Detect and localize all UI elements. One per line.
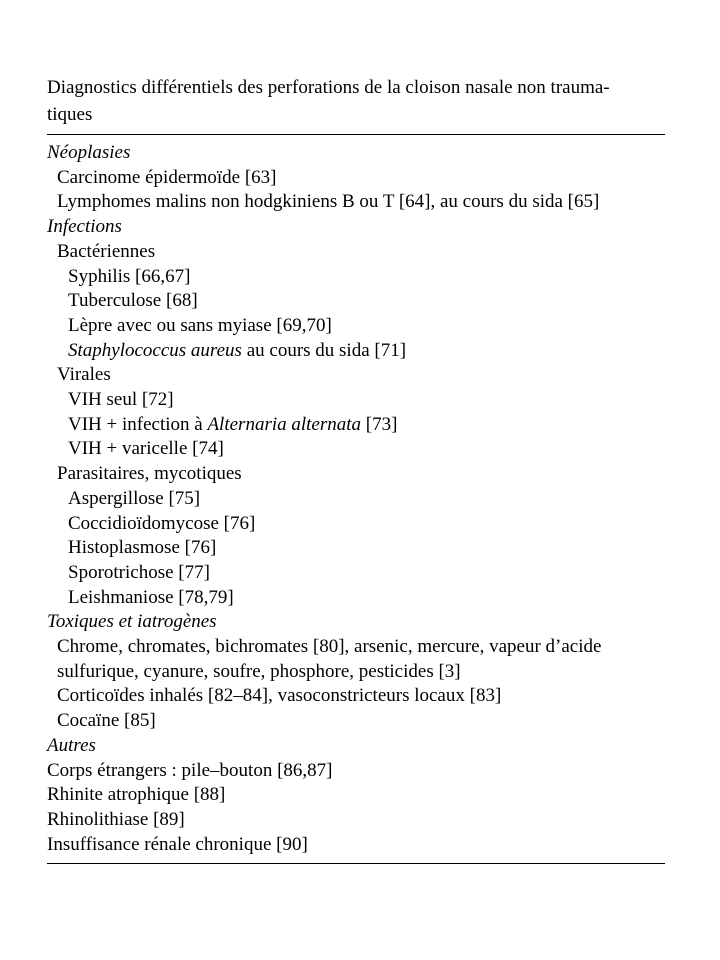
subsection-virales: Virales (57, 364, 111, 386)
list-item-staphylococcus (47, 339, 665, 364)
list-item: Corps étrangers : pile–bouton [86,87] (47, 759, 333, 781)
list-item: VIH seul [72] (68, 389, 174, 411)
list-item: Tuberculose [68] (68, 290, 198, 312)
list-item: Leishmaniose [78,79] (68, 586, 234, 608)
species-name: Staphylococcus aureus (68, 339, 242, 361)
subsection-parasitaires: Parasitaires, mycotiques (57, 463, 242, 485)
list-item: Chrome, chromates, bichromates [80], arsenic, mercure, vapeur d’acide (57, 636, 602, 658)
species-name: Alternaria alternata (207, 413, 362, 435)
list-item: Histoplasmose [76] (68, 537, 217, 559)
list-item-alternaria (47, 413, 665, 438)
list-item: Cocaïne [85] (57, 710, 156, 732)
table-caption (47, 74, 665, 134)
section-heading-autres: Autres (47, 734, 96, 756)
list-item: Rhinolithiase [89] (47, 808, 185, 830)
list-item-text: au cours du sida [71] (241, 339, 407, 361)
list-item: Aspergillose [75] (68, 487, 201, 509)
section-heading-infections: Infections (47, 216, 122, 238)
caption-line-2: tiques (47, 104, 93, 125)
list-item: sulfurique, cyanure, soufre, phosphore, pesticides [3] (57, 660, 461, 682)
list-item: VIH + varicelle [74] (68, 438, 224, 460)
list-item: Sporotrichose [77] (68, 561, 210, 583)
list-item: Coccidioïdomycose [76] (68, 512, 256, 534)
table-body (47, 135, 665, 863)
section-heading-neoplasies: Néoplasies (47, 142, 131, 163)
table-container (47, 74, 665, 864)
caption-line-1: Diagnostics différentiels des perforations de la cloison nasale non trauma- (47, 77, 610, 98)
list-item: Lèpre avec ou sans myiase [69,70] (68, 314, 332, 336)
bottom-rule (47, 863, 665, 864)
section-heading-toxiques: Toxiques et iatrogènes (47, 611, 217, 633)
subsection-bacteriennes: Bactériennes (57, 240, 156, 262)
list-item-text: VIH + infection à (68, 413, 208, 435)
list-item: Rhinite atrophique [88] (47, 784, 226, 806)
list-item: Carcinome épidermoïde [63] (57, 166, 277, 188)
list-item: Lymphomes malins non hodgkiniens B ou T [64], au cours du sida [65] (57, 191, 600, 213)
list-item: Corticoïdes inhalés [82–84], vasoconstricteurs locaux [83] (57, 685, 502, 707)
list-item-text: [73] (361, 413, 398, 435)
list-item: Insuffisance rénale chronique [90] (47, 833, 308, 855)
list-item: Syphilis [66,67] (68, 265, 191, 287)
